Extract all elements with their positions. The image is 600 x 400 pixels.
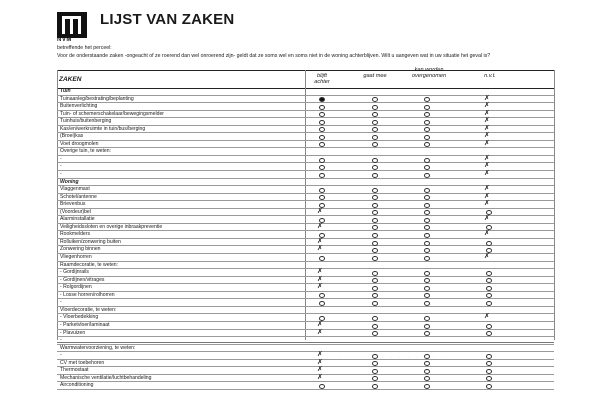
checkbox-circle[interactable] <box>372 120 378 125</box>
row-label: Brievenbus <box>60 201 86 208</box>
checkbox-circle[interactable] <box>319 195 325 200</box>
checkbox-circle[interactable] <box>372 248 378 253</box>
handwritten-check-mark[interactable]: ✗ <box>484 184 490 193</box>
table-row <box>57 274 554 285</box>
items-table <box>57 88 554 390</box>
checkbox-circle[interactable] <box>372 105 378 110</box>
row-label: - Gordijnrails <box>60 269 89 276</box>
table-row <box>57 307 554 315</box>
row-label: Raamdecoratie, te weten: <box>60 261 119 268</box>
table-row <box>57 357 554 368</box>
checkbox-circle[interactable] <box>319 127 325 132</box>
checkbox-circle[interactable] <box>372 286 378 291</box>
handwritten-check-mark[interactable]: ✗ <box>317 319 323 328</box>
checkbox-circle[interactable] <box>372 158 378 163</box>
checkbox-circle[interactable] <box>372 195 378 200</box>
checkbox-circle[interactable] <box>372 97 378 102</box>
handwritten-check-mark[interactable]: ✗ <box>317 350 323 359</box>
checkbox-circle[interactable] <box>319 135 325 140</box>
checkbox-circle[interactable] <box>424 233 430 238</box>
row-label: Vloerdecoratie, te weten: <box>60 306 117 313</box>
table-row <box>57 269 554 277</box>
table-row <box>57 231 554 239</box>
checkbox-circle[interactable] <box>372 233 378 238</box>
intro-text: Voor de onderstaande zaken -ongeacht of ze roerend dan wel onroerend zijn- geldt dat ze soms wel en soms niet in de woning achterblijven. Wilt u aangeven wat in uw situatie het geval is? <box>57 53 491 59</box>
row-label: Woning <box>60 178 79 185</box>
filled-checkbox[interactable] <box>319 97 325 102</box>
checkbox-circle[interactable] <box>372 278 378 283</box>
handwritten-check-mark[interactable]: ✗ <box>484 214 490 223</box>
checkbox-circle[interactable] <box>424 142 430 147</box>
checkbox-circle[interactable] <box>424 195 430 200</box>
checkbox-circle[interactable] <box>424 120 430 125</box>
handwritten-check-mark[interactable]: ✗ <box>484 312 490 321</box>
table-row <box>57 93 554 104</box>
checkbox-circle[interactable] <box>486 369 492 374</box>
handwritten-check-mark[interactable]: ✗ <box>317 282 323 291</box>
checkbox-circle[interactable] <box>486 271 492 276</box>
row-label: Alarminstallatie <box>60 216 95 223</box>
handwritten-check-mark[interactable]: ✗ <box>484 131 490 140</box>
row-label: Vlaggenmast <box>60 186 90 193</box>
checkbox-circle[interactable] <box>424 225 430 230</box>
checkbox-circle[interactable] <box>486 278 492 283</box>
checkbox-circle[interactable] <box>424 105 430 110</box>
checkbox-circle[interactable] <box>424 112 430 117</box>
checkbox-circle[interactable] <box>424 256 430 261</box>
checkbox-circle[interactable] <box>424 158 430 163</box>
handwritten-check-mark[interactable]: ✗ <box>317 357 323 366</box>
checkbox-circle[interactable] <box>424 286 430 291</box>
row-label: - <box>60 155 62 162</box>
row-label: Veiligheidssloten en overige inbraakpreventie <box>60 223 163 230</box>
checkbox-circle[interactable] <box>319 165 325 170</box>
checkbox-circle[interactable] <box>424 173 430 178</box>
handwritten-check-mark[interactable]: ✗ <box>317 267 323 276</box>
table-row <box>57 138 554 149</box>
checkbox-circle[interactable] <box>372 173 378 178</box>
checkbox-circle[interactable] <box>424 301 430 306</box>
table-row <box>57 118 554 126</box>
checkbox-circle[interactable] <box>424 241 430 246</box>
row-label: Vliegenhorren <box>60 254 92 261</box>
checkbox-circle[interactable] <box>319 256 325 261</box>
table-row <box>57 292 554 300</box>
checkbox-circle[interactable] <box>424 218 430 223</box>
checkbox-circle[interactable] <box>424 331 430 336</box>
table-row <box>57 284 554 292</box>
handwritten-check-mark[interactable]: ✗ <box>484 252 490 261</box>
handwritten-check-mark[interactable]: ✗ <box>484 108 490 117</box>
handwritten-check-mark[interactable]: ✗ <box>317 244 323 253</box>
handwritten-check-mark[interactable]: ✗ <box>317 327 323 336</box>
checkbox-circle[interactable] <box>319 105 325 110</box>
row-label: Tuin <box>60 88 71 94</box>
row-label: - Vloerbedekking <box>60 314 99 321</box>
checkbox-circle[interactable] <box>486 384 492 389</box>
checkbox-circle[interactable] <box>372 293 378 298</box>
handwritten-check-mark[interactable]: ✗ <box>484 161 490 170</box>
row-label: CV met toebehoren <box>60 359 105 366</box>
checkbox-circle[interactable] <box>372 384 378 389</box>
checkbox-circle[interactable] <box>372 271 378 276</box>
checkbox-circle[interactable] <box>486 376 492 381</box>
row-label: - Rolgordijnen <box>60 284 92 291</box>
checkbox-circle[interactable] <box>372 127 378 132</box>
table-row <box>57 103 554 111</box>
checkbox-circle[interactable] <box>372 256 378 261</box>
row-label: - <box>60 171 62 178</box>
row-label: - <box>60 337 62 344</box>
checkbox-circle[interactable] <box>372 361 378 366</box>
handwritten-check-mark[interactable]: ✗ <box>317 206 323 215</box>
handwritten-check-mark[interactable]: ✗ <box>484 199 490 208</box>
row-label: (Broei)kas <box>60 133 84 140</box>
row-label: Tuinaanleg/bestrating/beplanting <box>60 95 134 102</box>
row-label: - <box>60 299 62 306</box>
row-label: - Gordijnen/vitrages <box>60 276 105 283</box>
checkbox-circle[interactable] <box>319 301 325 306</box>
checkbox-circle[interactable] <box>424 135 430 140</box>
checkbox-circle[interactable] <box>372 301 378 306</box>
table-row <box>57 337 554 345</box>
table-row <box>57 299 554 307</box>
checkbox-circle[interactable] <box>424 127 430 132</box>
handwritten-check-mark[interactable]: ✗ <box>484 116 490 125</box>
handwritten-check-mark[interactable]: ✗ <box>484 191 490 200</box>
section-header-row <box>57 179 554 187</box>
row-label: Mechanische ventilatie/luchtbehandeling <box>60 374 152 381</box>
checkbox-circle[interactable] <box>319 112 325 117</box>
checkbox-circle[interactable] <box>372 369 378 374</box>
page-title: LIJST VAN ZAKEN <box>100 11 235 28</box>
checkbox-circle[interactable] <box>372 225 378 230</box>
handwritten-check-mark[interactable]: ✗ <box>484 229 490 238</box>
handwritten-check-mark[interactable]: ✗ <box>484 153 490 162</box>
row-label: Airconditioning <box>60 382 94 389</box>
table-row <box>57 216 554 224</box>
table-row <box>57 345 554 353</box>
checkbox-circle[interactable] <box>424 384 430 389</box>
checkbox-circle[interactable] <box>372 241 378 246</box>
row-label: - <box>60 352 62 359</box>
handwritten-check-mark[interactable]: ✗ <box>484 93 490 102</box>
checkbox-circle[interactable] <box>319 188 325 193</box>
table-row <box>57 108 554 119</box>
handwritten-check-mark[interactable]: ✗ <box>317 236 323 245</box>
checkbox-circle[interactable] <box>372 188 378 193</box>
row-label: Rolluiken/zonwering buiten <box>60 238 121 245</box>
checkbox-circle[interactable] <box>424 376 430 381</box>
handwritten-check-mark[interactable]: ✗ <box>484 169 490 178</box>
row-label: Schotel/antenne <box>60 193 97 200</box>
table-row <box>57 382 554 390</box>
handwritten-check-mark[interactable]: ✗ <box>317 372 323 381</box>
col-nvt: n.v.t. <box>484 73 496 79</box>
table-row <box>57 254 554 262</box>
checkbox-circle[interactable] <box>424 324 430 329</box>
col-blijft-achter: blijft achter <box>314 73 330 85</box>
table-row <box>57 319 554 330</box>
handwritten-check-mark[interactable]: ✗ <box>317 365 323 374</box>
table-row <box>57 221 554 232</box>
row-label: Tuin- of schemerschakelaar/bewegingsmelder <box>60 110 164 117</box>
table-row <box>57 191 554 202</box>
checkbox-circle[interactable] <box>424 203 430 208</box>
table-row <box>57 327 554 338</box>
handwritten-check-mark[interactable]: ✗ <box>484 101 490 110</box>
checkbox-circle[interactable] <box>424 210 430 215</box>
table-row <box>57 262 554 270</box>
checkbox-circle[interactable] <box>424 316 430 321</box>
checkbox-circle[interactable] <box>424 293 430 298</box>
table-bottom-border <box>57 342 554 343</box>
col-kan-worden-overgenomen: kan worden overgenomen <box>411 67 447 79</box>
checkbox-circle[interactable] <box>486 301 492 306</box>
checkbox-circle[interactable] <box>424 188 430 193</box>
checkbox-circle[interactable] <box>372 112 378 117</box>
table-row <box>57 236 554 247</box>
checkbox-circle[interactable] <box>486 324 492 329</box>
col-gaat-mee: gaat mee <box>363 73 387 79</box>
row-label: Zonwering binnen <box>60 246 101 253</box>
checkbox-circle[interactable] <box>372 135 378 140</box>
checkbox-circle[interactable] <box>486 354 492 359</box>
checkbox-circle[interactable] <box>372 165 378 170</box>
checkbox-circle[interactable] <box>372 203 378 208</box>
subtitle: betreffende het perceel: <box>57 45 112 51</box>
table-row <box>57 314 554 322</box>
table-row <box>57 367 554 375</box>
table-row <box>57 153 554 164</box>
row-label: - Parketvloer/laminaat <box>60 321 110 328</box>
checkbox-circle[interactable] <box>424 369 430 374</box>
checkbox-circle[interactable] <box>319 384 325 389</box>
checkbox-circle[interactable] <box>319 158 325 163</box>
table-row <box>57 352 554 360</box>
table-row <box>57 246 554 254</box>
row-label: Rookmelders <box>60 231 91 238</box>
checkbox-circle[interactable] <box>319 173 325 178</box>
checkbox-circle[interactable] <box>319 293 325 298</box>
table-row <box>57 372 554 383</box>
logo-text: NVM <box>57 37 72 43</box>
table-row <box>57 201 554 209</box>
table-row <box>57 123 554 134</box>
checkbox-circle[interactable] <box>372 316 378 321</box>
nvm-logo <box>57 12 87 38</box>
checkbox-circle[interactable] <box>486 361 492 366</box>
checkbox-circle[interactable] <box>372 376 378 381</box>
table-row <box>57 206 554 217</box>
row-label: - Losse horren/rolhorren <box>60 291 115 298</box>
checkbox-circle[interactable] <box>486 241 492 246</box>
handwritten-check-mark[interactable]: ✗ <box>484 123 490 132</box>
checkbox-circle[interactable] <box>372 210 378 215</box>
table-row <box>57 133 554 141</box>
table-row <box>57 186 554 194</box>
checkbox-circle[interactable] <box>424 97 430 102</box>
checkbox-circle[interactable] <box>486 293 492 298</box>
checkbox-circle[interactable] <box>486 286 492 291</box>
handwritten-check-mark[interactable]: ✗ <box>317 274 323 283</box>
checkbox-circle[interactable] <box>424 165 430 170</box>
checkbox-circle[interactable] <box>319 120 325 125</box>
table-row <box>57 171 554 179</box>
row-label: Tuinhuis/buitenberging <box>60 118 112 125</box>
row-label: Voet droogmolen <box>60 140 99 147</box>
checkbox-circle[interactable] <box>372 331 378 336</box>
checkbox-circle[interactable] <box>424 271 430 276</box>
row-label: Buitenverlichting <box>60 103 98 110</box>
table-row <box>57 148 554 156</box>
row-label: - Plavuizen <box>60 329 86 336</box>
table-border-right <box>554 70 555 340</box>
checkbox-circle[interactable] <box>372 218 378 223</box>
table-row <box>57 163 554 171</box>
section-header-row <box>57 88 554 96</box>
checkbox-circle[interactable] <box>372 142 378 147</box>
row-label: Thermostaat <box>60 367 89 374</box>
checkbox-circle[interactable] <box>424 248 430 253</box>
scan-artifacts: · · · · · · · · · · · · · <box>340 355 446 360</box>
checkbox-circle[interactable] <box>424 361 430 366</box>
row-label: Overige tuin, te weten: <box>60 148 111 155</box>
row-label: Kas/en/werkruimte in tuin/bus/berging <box>60 125 146 132</box>
checkbox-circle[interactable] <box>424 278 430 283</box>
checkbox-circle[interactable] <box>486 331 492 336</box>
row-label: Warmwatervoorziening, te weten: <box>60 344 136 351</box>
checkbox-circle[interactable] <box>319 142 325 147</box>
row-label: - <box>60 163 62 170</box>
handwritten-check-mark[interactable]: ✗ <box>484 138 490 147</box>
checkbox-circle[interactable] <box>372 324 378 329</box>
col-zaken: ZAKEN <box>59 76 82 83</box>
row-label: (Voordeur)bel <box>60 208 91 215</box>
handwritten-check-mark[interactable]: ✗ <box>317 221 323 230</box>
